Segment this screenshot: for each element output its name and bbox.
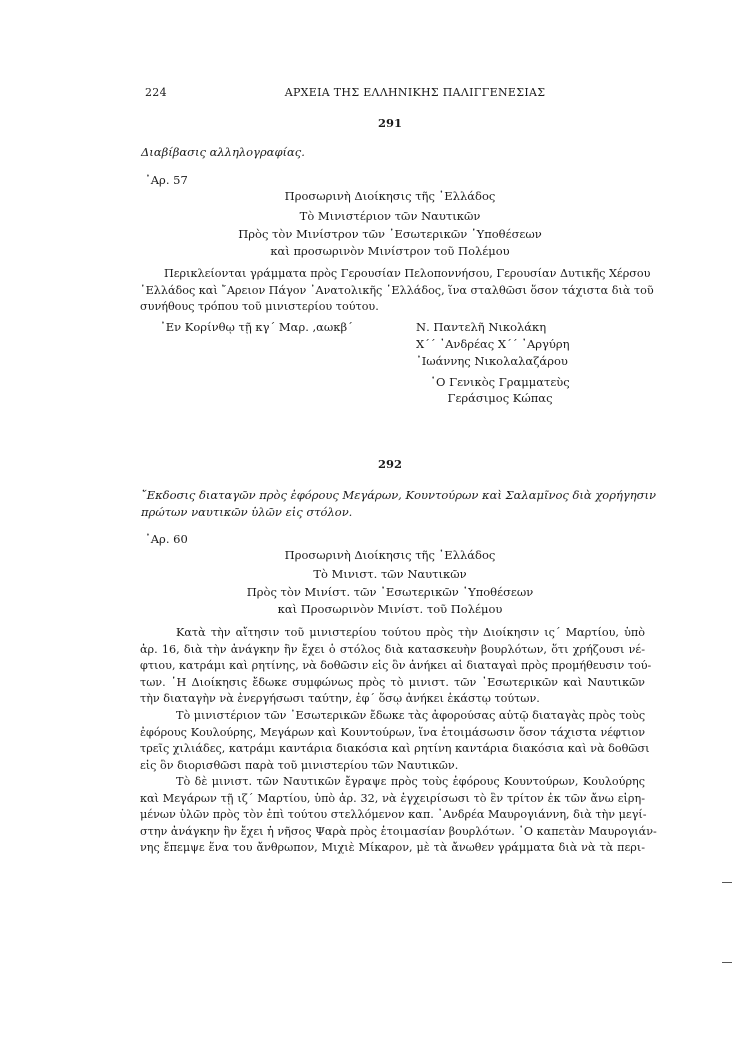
body-line: συνήθους τρόπου τοῦ μινιστερίου τούτου.: [140, 300, 379, 314]
doc-291-heading-line: Τὸ Μινιστέριον τῶν Ναυτικῶν: [299, 209, 481, 223]
doc-291-signatory: ᾿Ιωάννης Νικολαλαζάρου: [416, 354, 568, 368]
doc-291-description: Διαβίβασις αλληλογραφίας.: [141, 145, 305, 159]
body-line: Τὸ δὲ μινιστ. τῶν Ναυτικῶν ἔγραψε πρὸς τοὺς ἐφόρους Κουντούρων, Κουλούρης: [176, 775, 645, 788]
doc-291-body: [140, 266, 654, 316]
page-number: 224: [145, 86, 167, 99]
doc-292-ref: ᾿Αρ. 60: [145, 532, 188, 546]
doc-292-paragraph-1: [140, 625, 652, 708]
doc-291-heading-line: Πρὸς τὸν Μινίστρον τῶν ᾿Εσωτερικῶν ῾Υποθέσεων: [238, 227, 542, 241]
body-line: ἐφόρους Κουλούρης, Μεγάρων καὶ Κουντούρων, ἵνα ἑτοιμάσωσιν ὅσον τάχιστα νέφτιον: [140, 725, 645, 739]
scan-margin-mark: [722, 962, 732, 963]
doc-292-number: 292: [377, 457, 402, 471]
doc-291-number: 291: [377, 116, 402, 130]
doc-292-heading-line: Πρὸς τὸν Μινίστ. τῶν ᾿Εσωτερικῶν ῾Υποθέσεων: [246, 585, 534, 599]
doc-292-description-line: πρώτων ναυτικῶν ὑλῶν εἰς στόλον.: [141, 505, 353, 519]
doc-292-description-line: ῎Εκδοσις διαταγῶν πρὸς ἐφόρους Μεγάρων, Κουντούρων καὶ Σαλαμῖνος διὰ χορήγησιν: [141, 488, 656, 502]
body-line: μένων ὑλῶν πρὸς τὸν ἐπὶ τούτου στελλόμενον καπ. ᾿Ανδρέα Μαυρογιάννη, διὰ τὴν μεγί-: [140, 808, 647, 822]
doc-292-heading-line: Τὸ Μινιστ. τῶν Ναυτικῶν: [313, 567, 467, 581]
body-line: τὴν διαταγὴν νὰ ἐνεργήσωσι ταύτην, ἐφ΄ ὅσῳ ἀνήκει ἑκάστῳ τούτων.: [140, 692, 540, 706]
body-line: καὶ Μεγάρων τῇ ιζ΄ Μαρτίου, ὑπὸ ἀρ. 32, νὰ ἐγχειρίσωσι τὸ ἓν τρίτον ἐκ τῶν ἄνω εἰρη-: [140, 791, 645, 805]
body-line: νης ἔπεμψε ἕνα του ἄνθρωπον, Μιχιὲ Μίκαρον, μὲ τὰ ἄνωθεν γράμματα διὰ νὰ τὰ περι-: [140, 841, 645, 855]
doc-292-paragraph-3: [140, 774, 657, 857]
doc-291-place-date: ᾿Εν Κορίνθῳ τῇ κγ΄ Μαρ. ,αωκβ΄: [160, 320, 353, 334]
doc-291-heading-line: Προσωρινὴ Διοίκησις τῆς ῾Ελλάδος: [284, 189, 496, 203]
body-line: φτιου, κατράμι καὶ ρητίνης, νὰ δοθῶσιν εἰς ὃν ἀνήκει αἱ διαταγαὶ πρὸς προμήθευσιν τού-: [140, 659, 652, 673]
running-title: ΑΡΧΕΙΑ ΤΗΣ ΕΛΛΗΝΙΚΗΣ ΠΑΛΙΓΓΕΝΕΣΙΑΣ: [284, 86, 546, 99]
scan-margin-mark: [722, 882, 732, 883]
body-line: των. ῾Η Διοίκησις ἔδωκε συμφώνως πρὸς τὸ μινιστ. τῶν ᾿Εσωτερικῶν καὶ Ναυτικῶν: [140, 675, 645, 689]
doc-291-secretary-title: ῾Ο Γενικὸς Γραμματεὺς: [430, 375, 570, 389]
doc-291-ref: ᾿Αρ. 57: [145, 173, 188, 187]
body-line: Περικλείονται γράμματα πρὸς Γερουσίαν Πελοποννήσου, Γερουσίαν Δυτικῆς Χέρσου: [164, 267, 651, 280]
body-line: Τὸ μινιστέριον τῶν ᾿Εσωτερικῶν ἔδωκε τὰς ἀφορούσας αὐτῷ διαταγὰς πρὸς τοὺς: [176, 709, 646, 722]
doc-291-signatory: Χ΄΄ ᾿Ανδρέας Χ΄΄ ᾿Αργύρη: [416, 337, 570, 351]
body-line: στην ἀνάγκην ἣν ἔχει ἡ νῆσος Ψαρὰ πρὸς ἑτοιμασίαν βουρλότων. ῾Ο καπετὰν Μαυρογιάν-: [140, 824, 657, 838]
doc-291-secretary-name: Γεράσιμος Κώπας: [447, 391, 553, 405]
doc-291-signatory: Ν. Παντελῆ Νικολάκη: [416, 320, 547, 334]
doc-292-heading-line: Προσωρινὴ Διοίκησις τῆς ῾Ελλάδος: [284, 548, 496, 562]
doc-292-heading-line: καὶ Προσωρινὸν Μινίστ. τοῦ Πολέμου: [277, 602, 503, 616]
body-line: τρεῖς χιλιάδες, κατράμι καντάρια διακόσια καὶ ρητίνη καντάρια διακόσια καὶ νὰ δοθῶσι: [140, 742, 650, 756]
doc-291-heading-line: καὶ προσωρινὸν Μινίστρον τοῦ Πολέμου: [270, 244, 510, 258]
body-line: ῾Ελλάδος καὶ ῎Αρειον Πάγον ᾿Ανατολικῆς ῾Ελλάδος, ἵνα σταλθῶσι ὅσον τάχιστα διὰ τοῦ: [140, 283, 654, 297]
body-line: ἀρ. 16, διὰ τὴν ἀνάγκην ἣν ἔχει ὁ στόλος διὰ κατασκευὴν βουρλότων, ὅτι χρήζουσι νέ-: [140, 642, 645, 656]
body-line: εἰς ὃν διορισθῶσι παρὰ τοῦ μινιστερίου τῶν Ναυτικῶν.: [140, 758, 459, 772]
body-line: Κατὰ τὴν αἴτησιν τοῦ μινιστερίου τούτου πρὸς τὴν Διοίκησιν ις΄ Μαρτίου, ὑπὸ: [176, 626, 645, 639]
doc-292-paragraph-2: [140, 708, 650, 774]
